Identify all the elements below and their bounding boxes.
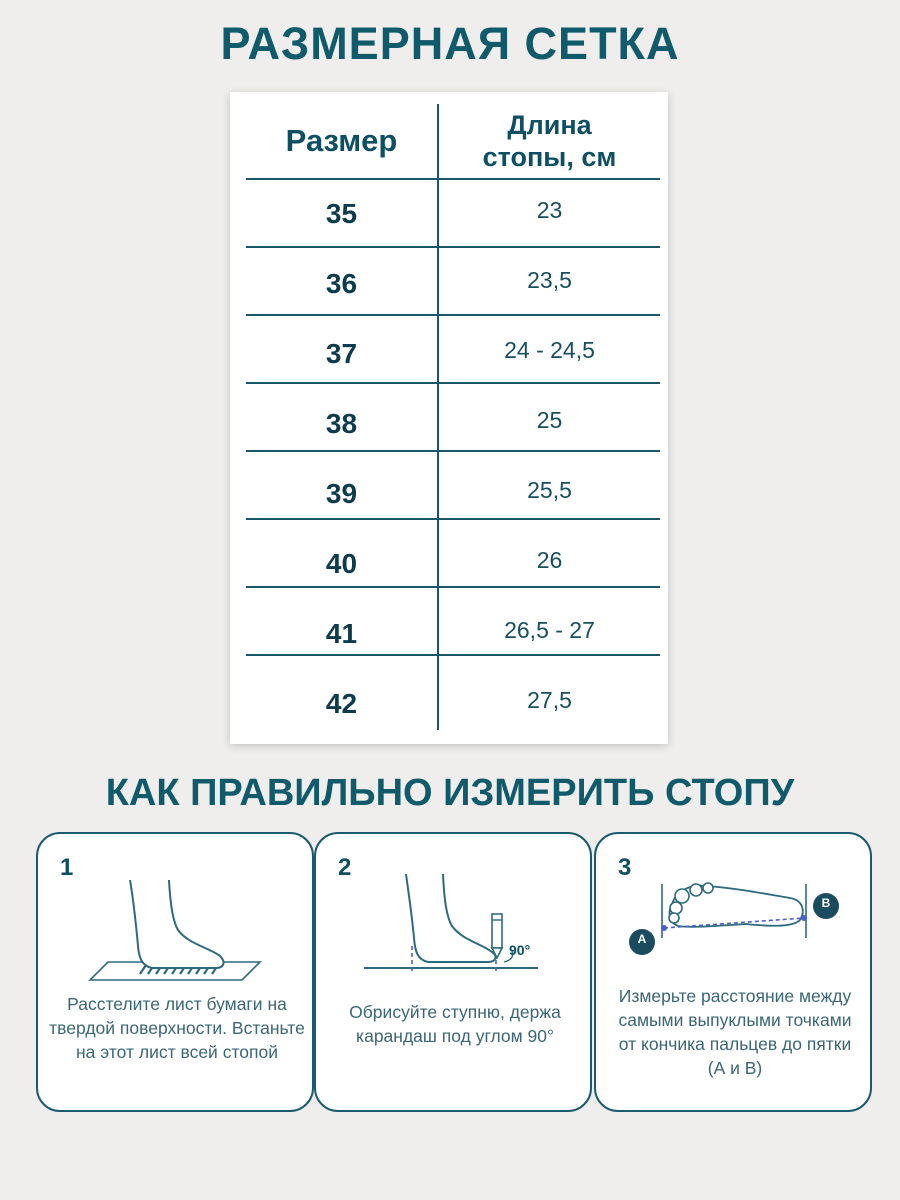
step-card-3 <box>594 832 872 1112</box>
point-a-badge: A <box>637 932 647 946</box>
row-divider <box>246 518 660 520</box>
foot-measure-icon <box>596 834 874 994</box>
foot-on-paper-icon <box>38 834 316 994</box>
length-cell: 23 <box>536 196 563 223</box>
table-row <box>246 250 660 318</box>
row-divider <box>246 314 660 316</box>
angle-label: 90° <box>509 942 531 958</box>
step-number: 1 <box>60 854 74 881</box>
length-cell: 26,5 - 27 <box>504 616 595 643</box>
step-text: Обрисуйте ступню, держа карандаш под углом 90° <box>349 1002 561 1046</box>
size-table-card <box>230 92 668 744</box>
header-length-line1: Длина <box>507 110 592 140</box>
length-cell: 25,5 <box>527 476 572 503</box>
row-divider <box>246 246 660 248</box>
row-divider <box>246 382 660 384</box>
step-text: Расстелите лист бумаги на твердой поверхности. Встаньте на этот лист всей стопой <box>49 994 305 1062</box>
length-cell: 26 <box>536 546 563 573</box>
table-row <box>246 390 660 458</box>
size-cell: 39 <box>325 478 358 509</box>
length-cell: 24 - 24,5 <box>504 336 595 363</box>
point-b-badge: B <box>821 896 831 910</box>
length-cell: 27,5 <box>527 686 572 713</box>
table-row <box>246 600 660 668</box>
step-card-2 <box>314 832 592 1112</box>
size-cell: 35 <box>325 198 358 229</box>
page-title: РАЗМЕРНАЯ СЕТКА <box>220 18 680 69</box>
length-cell: 23,5 <box>527 266 572 293</box>
size-cell: 37 <box>325 338 358 369</box>
header-length <box>439 104 660 178</box>
table-row <box>246 320 660 388</box>
row-divider <box>246 654 660 656</box>
header-length-line2: стопы, см <box>482 142 617 172</box>
table-row <box>246 180 660 248</box>
length-cell: 25 <box>536 406 563 433</box>
section-subtitle: КАК ПРАВИЛЬНО ИЗМЕРИТЬ СТОПУ <box>105 772 795 814</box>
step-number: 2 <box>338 854 352 881</box>
row-divider <box>246 450 660 452</box>
step-card-1 <box>36 832 314 1112</box>
step-text: Измерьте расстояние между самыми выпуклыми точками от кончика пальцев до пятки (А и В) <box>618 986 852 1078</box>
size-cell: 41 <box>325 618 358 649</box>
size-cell: 38 <box>325 408 358 439</box>
size-cell: 40 <box>325 548 358 579</box>
step-number: 3 <box>618 854 632 881</box>
size-cell: 36 <box>325 268 358 299</box>
size-table <box>246 104 660 730</box>
pencil-trace-icon <box>316 834 594 994</box>
table-row <box>246 670 660 738</box>
size-cell: 42 <box>325 688 358 719</box>
row-divider <box>246 586 660 588</box>
header-size: Размер <box>285 123 398 158</box>
